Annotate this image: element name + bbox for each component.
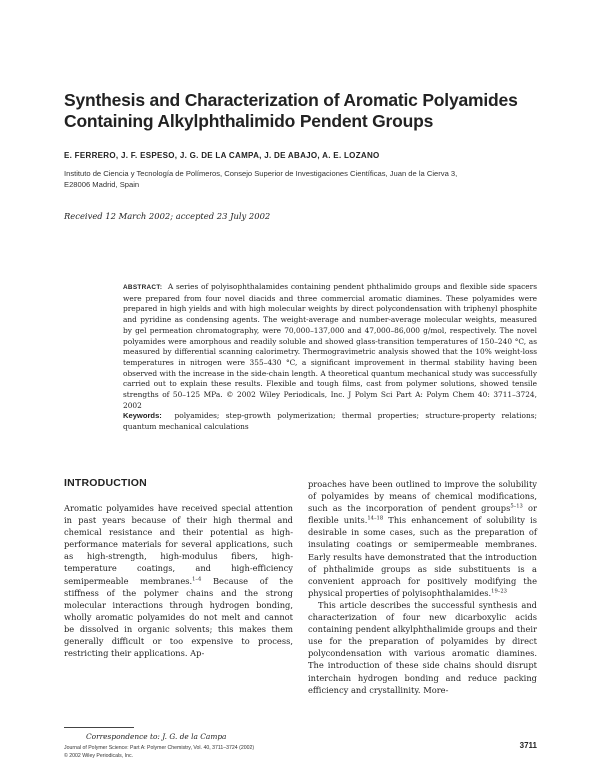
abstract	[123, 282, 537, 433]
section-heading-introduction: INTRODUCTION	[64, 477, 147, 489]
citation-ref: 5–13	[510, 503, 523, 510]
journal-info	[64, 745, 314, 760]
intro-paragraph-1-cont	[308, 478, 537, 599]
keywords-text: polyamides; step-growth polymerization; thermal properties; structure-property relations; quantum mechanical calculations	[123, 411, 537, 432]
left-column	[64, 502, 293, 659]
page-number: 3711	[519, 741, 537, 750]
text-span: Aromatic polyamides have received special attention in past years because of their high thermal and chemical resistance and their potential as high-performance materials for several applications, such as high-strength, high-modulus fibers, high-temperature coatings, and high-efficiency semipermeable membranes.	[64, 503, 293, 586]
text-span: proaches have been outlined to improve the solubility of polyamides by means of chemical modifications, such as the incorporation of pendent groups	[308, 479, 537, 514]
text-span: or flexible units.	[308, 503, 537, 526]
affiliation	[64, 168, 544, 190]
copyright-line: © 2002 Wiley Periodicals, Inc.	[64, 752, 133, 759]
citation-ref: 1–4	[192, 576, 202, 583]
citation-ref: 19–23	[491, 588, 507, 595]
author-list: E. FERRERO, J. F. ESPESO, J. G. DE LA CAMPA, J. DE ABAJO, A. E. LOZANO	[64, 151, 380, 160]
citation-ref: 14–18	[367, 515, 384, 522]
received-dates: Received 12 March 2002; accepted 23 July 2002	[64, 211, 271, 221]
affiliation-line-2: E28006 Madrid, Spain	[64, 180, 140, 189]
footnote-divider	[64, 727, 134, 728]
right-column	[308, 478, 537, 696]
title-line-1: Synthesis and Characterization of Aromatic Polyamides	[64, 90, 518, 110]
affiliation-line-1: Instituto de Ciencia y Tecnología de Polímeros, Consejo Superior de Investigaciones Científicas, Juan de la Cierva 3,	[64, 169, 458, 178]
abstract-text: A series of polyisophthalamides containing pendent phthalimido groups and flexible side spacers were prepared from four novel diacids and three commercial aromatic diamines. These polyamides were prepared in high yields and with high molecular weights by direct polycondensation with triphenyl phosphite and pyridine as condensing agents. The weight-average and number-average molecular weights, measured by gel permeation chromatography, were 70,000–137,000 and 47,000–86,000 g/mol, respectively. The novel polyamides were amorphous and readily soluble and showed glass-transition temperatures of 150–240 °C, as measured by differential scanning calorimetry. Thermogravimetric analysis showed that the 10% weight-loss temperatures in nitrogen were 355–430 °C, a significant improvement in thermal stability having been observed with the increase in the side-chain length. A theoretical quantum mechanical study was successfully carried out to explain these results. Flexible and tough films, cast from polymer solutions, showed tensile strengths of 50–125 MPa. © 2002 Wiley Periodicals, Inc. J Polym Sci Part A: Polym Chem 40: 3711–3724, 2002	[123, 282, 537, 410]
intro-paragraph-2: This article describes the successful synthesis and characterization of four new dicarboxylic acids containing pendent alkylphthalimide groups and their use for the preparation of polyamides by direct polycondensation with various aromatic diamines. The introduction of these side chains should disrupt interchain hydrogen bonding and reduce packing efficiency and crystallinity. More-	[308, 599, 537, 695]
text-span: This enhancement of solubility is desirable in some cases, such as the preparation of insulating coatings or semipermeable membranes. Early results have demonstrated that the introduction of phthalimide groups as side substituents is a convenient approach for positively modifying the physical properties of polyisophthalamides.	[308, 515, 537, 598]
article-title	[64, 90, 544, 132]
abstract-label: ABSTRACT:	[123, 284, 163, 291]
journal-citation: Journal of Polymer Science: Part A: Polymer Chemistry, Vol. 40, 3711–3724 (2002)	[64, 745, 255, 751]
intro-paragraph-1	[64, 502, 293, 659]
text-span: Because of the stiffness of the polymer chains and the strong molecular interactions through hydrogen bonding, wholly aromatic polyamides do not melt and cannot be dissolved in organic solvents; this makes them generally difficult or too expensive to process, restricting their applications. Ap-	[64, 575, 293, 659]
title-line-2: Containing Alkylphthalimido Pendent Groups	[64, 111, 434, 131]
keywords-label: Keywords:	[123, 411, 162, 421]
correspondence-note: Correspondence to: J. G. de la Campa	[86, 732, 227, 741]
